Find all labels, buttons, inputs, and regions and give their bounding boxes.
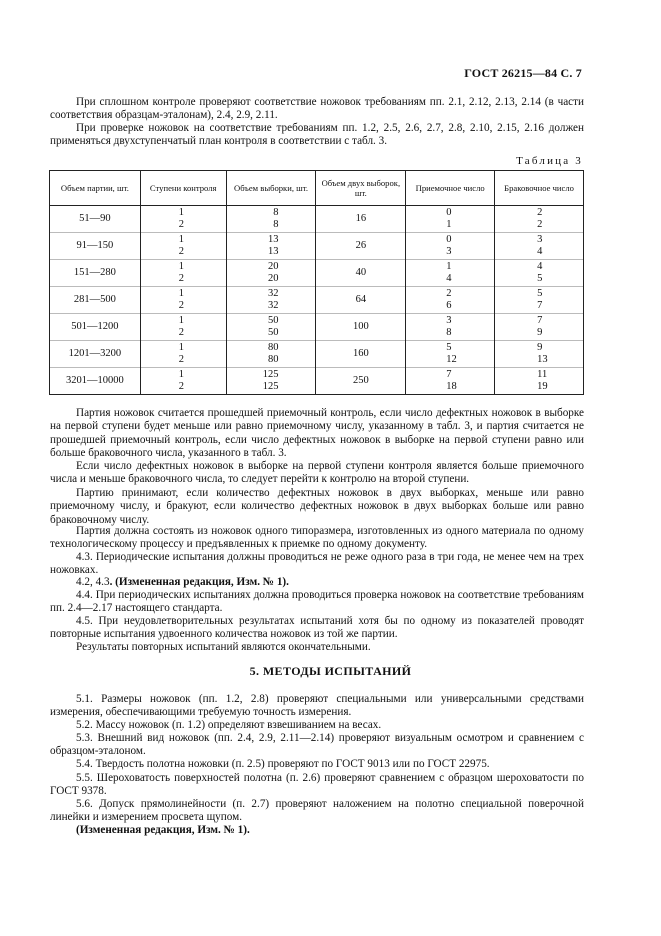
stage-2: 2 (178, 218, 185, 230)
para-revision-final: (Измененная редакция, Изм. № 1). (76, 824, 250, 836)
cell-stages (140, 368, 226, 395)
para-4-5: 4.5. При неудовлетворительных результатах испытаний хотя бы по одному из показателей проводят повторные испытания удвоенного количества ножовок из той же партии. (50, 615, 584, 641)
sample-size-1: 13 (267, 234, 279, 246)
cell-lot-size: 151—280 (50, 260, 141, 287)
sample-size-2: 8 (273, 218, 279, 230)
table-row (50, 341, 584, 368)
stage-2: 2 (178, 299, 185, 311)
cell-acceptance (406, 341, 495, 368)
cell-acceptance (406, 287, 495, 314)
acceptance-1: 0 (446, 234, 452, 246)
table-row (50, 206, 584, 233)
cell-lot-size: 501—1200 (50, 314, 141, 341)
acceptance-1: 7 (446, 369, 452, 381)
acceptance-1: 3 (446, 315, 452, 327)
rejection-1: 11 (537, 369, 548, 381)
stage-1: 1 (178, 234, 185, 246)
rejection-2: 5 (537, 272, 543, 284)
cell-two-samples: 26 (316, 233, 406, 260)
acceptance-2: 12 (446, 353, 457, 365)
cell-stages (140, 341, 226, 368)
sample-size-2: 13 (267, 245, 279, 257)
sample-size-2: 20 (267, 272, 279, 284)
cell-lot-size: 1201—3200 (50, 341, 141, 368)
rejection-1: 7 (537, 315, 543, 327)
cell-two-samples: 40 (316, 260, 406, 287)
header-lot-size: Объем партии, шт. (50, 171, 141, 206)
rejection-2: 4 (537, 245, 543, 257)
sample-size-1: 20 (267, 261, 279, 273)
cell-sample-sizes (226, 287, 316, 314)
stage-2: 2 (178, 326, 185, 338)
cell-acceptance (406, 314, 495, 341)
cell-rejection (495, 287, 584, 314)
rejection-2: 19 (537, 380, 548, 392)
cell-rejection (495, 314, 584, 341)
rejection-2: 2 (537, 218, 543, 230)
para-5-3: 5.3. Внешний вид ножовок (пп. 2.4, 2.9, 2.11—2.14) проверяют визуальным осмотром и сравнением с образцом-эталоном. (50, 732, 584, 758)
cell-rejection (495, 206, 584, 233)
para-acceptance-rule: Партия ножовок считается прошедшей приемочный контроль, если число дефектных ножовок в выборке на первой ступени будет меньше или равно приемочному числу, указанному в табл. 3, и партия считается не прошедшей приемочный контроль, если число дефектных ножовок в выборке на первой ступени равно или больше браковочного числа, указанного в табл. 3. (50, 407, 584, 460)
cell-acceptance (406, 206, 495, 233)
cell-sample-sizes (226, 314, 316, 341)
table-row (50, 287, 584, 314)
acceptance-2: 18 (446, 380, 457, 392)
para-two-stage-plan: При проверке ножовок на соответствие требованиям пп. 1.2, 2.5, 2.6, 2.7, 2.8, 2.10, 2.15, 2.16 должен применяться двухступенчатый план контроля в соответствии с табл. 3. (50, 122, 584, 148)
acceptance-1: 0 (446, 207, 452, 219)
acceptance-2: 6 (446, 299, 452, 311)
sample-size-1: 80 (267, 342, 279, 354)
cell-sample-sizes (226, 206, 316, 233)
rejection-1: 9 (537, 342, 543, 354)
rejection-2: 13 (537, 353, 548, 365)
cell-lot-size: 3201—10000 (50, 368, 141, 395)
stage-2: 2 (178, 272, 185, 284)
cell-rejection (495, 341, 584, 368)
cell-stages (140, 287, 226, 314)
para-repeat-final: Результаты повторных испытаний являются окончательными. (76, 641, 371, 653)
cell-rejection (495, 368, 584, 395)
rejection-1: 2 (537, 207, 543, 219)
sample-size-2: 80 (267, 353, 279, 365)
table-row (50, 314, 584, 341)
table-header-row (50, 171, 584, 206)
header-acceptance-number: Приемочное число (406, 171, 495, 206)
stage-1: 1 (178, 315, 185, 327)
page-header: ГОСТ 26215—84 С. 7 (464, 66, 582, 80)
cell-rejection (495, 260, 584, 287)
rejection-2: 7 (537, 299, 543, 311)
cell-stages (140, 206, 226, 233)
acceptance-2: 1 (446, 218, 452, 230)
para-5-2: 5.2. Массу ножовок (п. 1.2) определяют взвешиванием на весах. (76, 719, 382, 731)
cell-acceptance (406, 233, 495, 260)
para-5-6: 5.6. Допуск прямолинейности (п. 2.7) проверяют наложением на полотно специальной поверочной линейки и измерением просвета щупом. (50, 798, 584, 824)
acceptance-2: 3 (446, 245, 452, 257)
rejection-2: 9 (537, 326, 543, 338)
para-4-4: 4.4. При периодических испытаниях должна проводиться проверка ножовок на соответствие требованиям пп. 2.4—2.17 настоящего стандарта. (50, 589, 584, 615)
cell-two-samples: 64 (316, 287, 406, 314)
para-5-4: 5.4. Твердость полотна ножовки (п. 2.5) проверяют по ГОСТ 9013 или по ГОСТ 22975. (76, 758, 490, 770)
rejection-1: 5 (537, 288, 543, 300)
acceptance-2: 8 (446, 326, 452, 338)
header-stage: Ступени контроля (140, 171, 226, 206)
para-revision-4-2-4-3 (50, 576, 584, 589)
table-row (50, 368, 584, 395)
header-two-samples: Объем двух выборок, шт. (316, 171, 406, 206)
table-caption: Таблица 3 (516, 155, 583, 167)
stage-1: 1 (178, 207, 185, 219)
para-accepted-lot: Партию принимают, если количество дефектных ножовок в двух выборках, меньше или равно приемочному числу, и бракуют, если количество дефектных ножовок в двух выборках больше или равно браковочному числу. (50, 487, 584, 526)
stage-2: 2 (178, 380, 185, 392)
para-5-1: 5.1. Размеры ножовок (пп. 1.2, 2.8) проверяют специальными или универсальными средствами измерения, обеспечивающими требуемую точность измерения. (50, 693, 584, 719)
sampling-plan-table (49, 170, 584, 395)
sample-size-1: 125 (262, 369, 279, 381)
sample-size-2: 32 (267, 299, 279, 311)
cell-stages (140, 260, 226, 287)
para-lot-definition: Партия должна состоять из ножовок одного типоразмера, изготовленных из одного материала по одному технологическому процессу и предъявленных к приемке по одному документу. (50, 525, 584, 551)
acceptance-1: 1 (446, 261, 452, 273)
stage-1: 1 (178, 342, 185, 354)
para-second-stage: Если число дефектных ножовок в выборке на первой ступени контроля является больше приемочного числа и меньше браковочного числа, то следует перейти к контролю на второй ступени. (50, 460, 584, 486)
para-continuous-control: При сплошном контроле проверяют соответствие ножовок требованиям пп. 2.1, 2.12, 2.13, 2.14 (в части соответствия образцам-эталонам), 2.4, 2.9, 2.11. (50, 96, 584, 122)
cell-sample-sizes (226, 368, 316, 395)
para-4-3: 4.3. Периодические испытания должны проводиться не реже одного раза в три года, не менее чем на трех ножовках. (50, 551, 584, 577)
cell-lot-size: 51—90 (50, 206, 141, 233)
cell-two-samples: 250 (316, 368, 406, 395)
cell-sample-sizes (226, 233, 316, 260)
sample-size-2: 50 (267, 326, 279, 338)
sample-size-2: 125 (262, 380, 279, 392)
cell-two-samples: 100 (316, 314, 406, 341)
revision-note: . (Измененная редакция, Изм. № 1). (109, 576, 289, 588)
cell-acceptance (406, 260, 495, 287)
stage-2: 2 (178, 353, 185, 365)
cell-two-samples: 16 (316, 206, 406, 233)
cell-stages (140, 314, 226, 341)
acceptance-2: 4 (446, 272, 452, 284)
cell-rejection (495, 233, 584, 260)
stage-1: 1 (178, 288, 185, 300)
cell-acceptance (406, 368, 495, 395)
section-title: 5. МЕТОДЫ ИСПЫТАНИЙ (249, 664, 412, 678)
cell-sample-sizes (226, 341, 316, 368)
table-row (50, 260, 584, 287)
stage-1: 1 (178, 261, 185, 273)
sample-size-1: 8 (273, 207, 279, 219)
cell-lot-size: 281—500 (50, 287, 141, 314)
cell-sample-sizes (226, 260, 316, 287)
acceptance-1: 5 (446, 342, 452, 354)
header-sample-size: Объем выборки, шт. (226, 171, 316, 206)
stage-1: 1 (178, 369, 185, 381)
stage-2: 2 (178, 245, 185, 257)
rejection-1: 4 (537, 261, 543, 273)
acceptance-1: 2 (446, 288, 452, 300)
rejection-1: 3 (537, 234, 543, 246)
table-row (50, 233, 584, 260)
sample-size-1: 50 (267, 315, 279, 327)
revision-prefix: 4.2, 4.3 (76, 576, 110, 588)
cell-stages (140, 233, 226, 260)
cell-two-samples: 160 (316, 341, 406, 368)
cell-lot-size: 91—150 (50, 233, 141, 260)
para-5-5: 5.5. Шероховатость поверхностей полотна (п. 2.6) проверяют сравнением с образцом шероховатости по ГОСТ 9378. (50, 772, 584, 798)
header-rejection-number: Браковочное число (495, 171, 584, 206)
sample-size-1: 32 (267, 288, 279, 300)
